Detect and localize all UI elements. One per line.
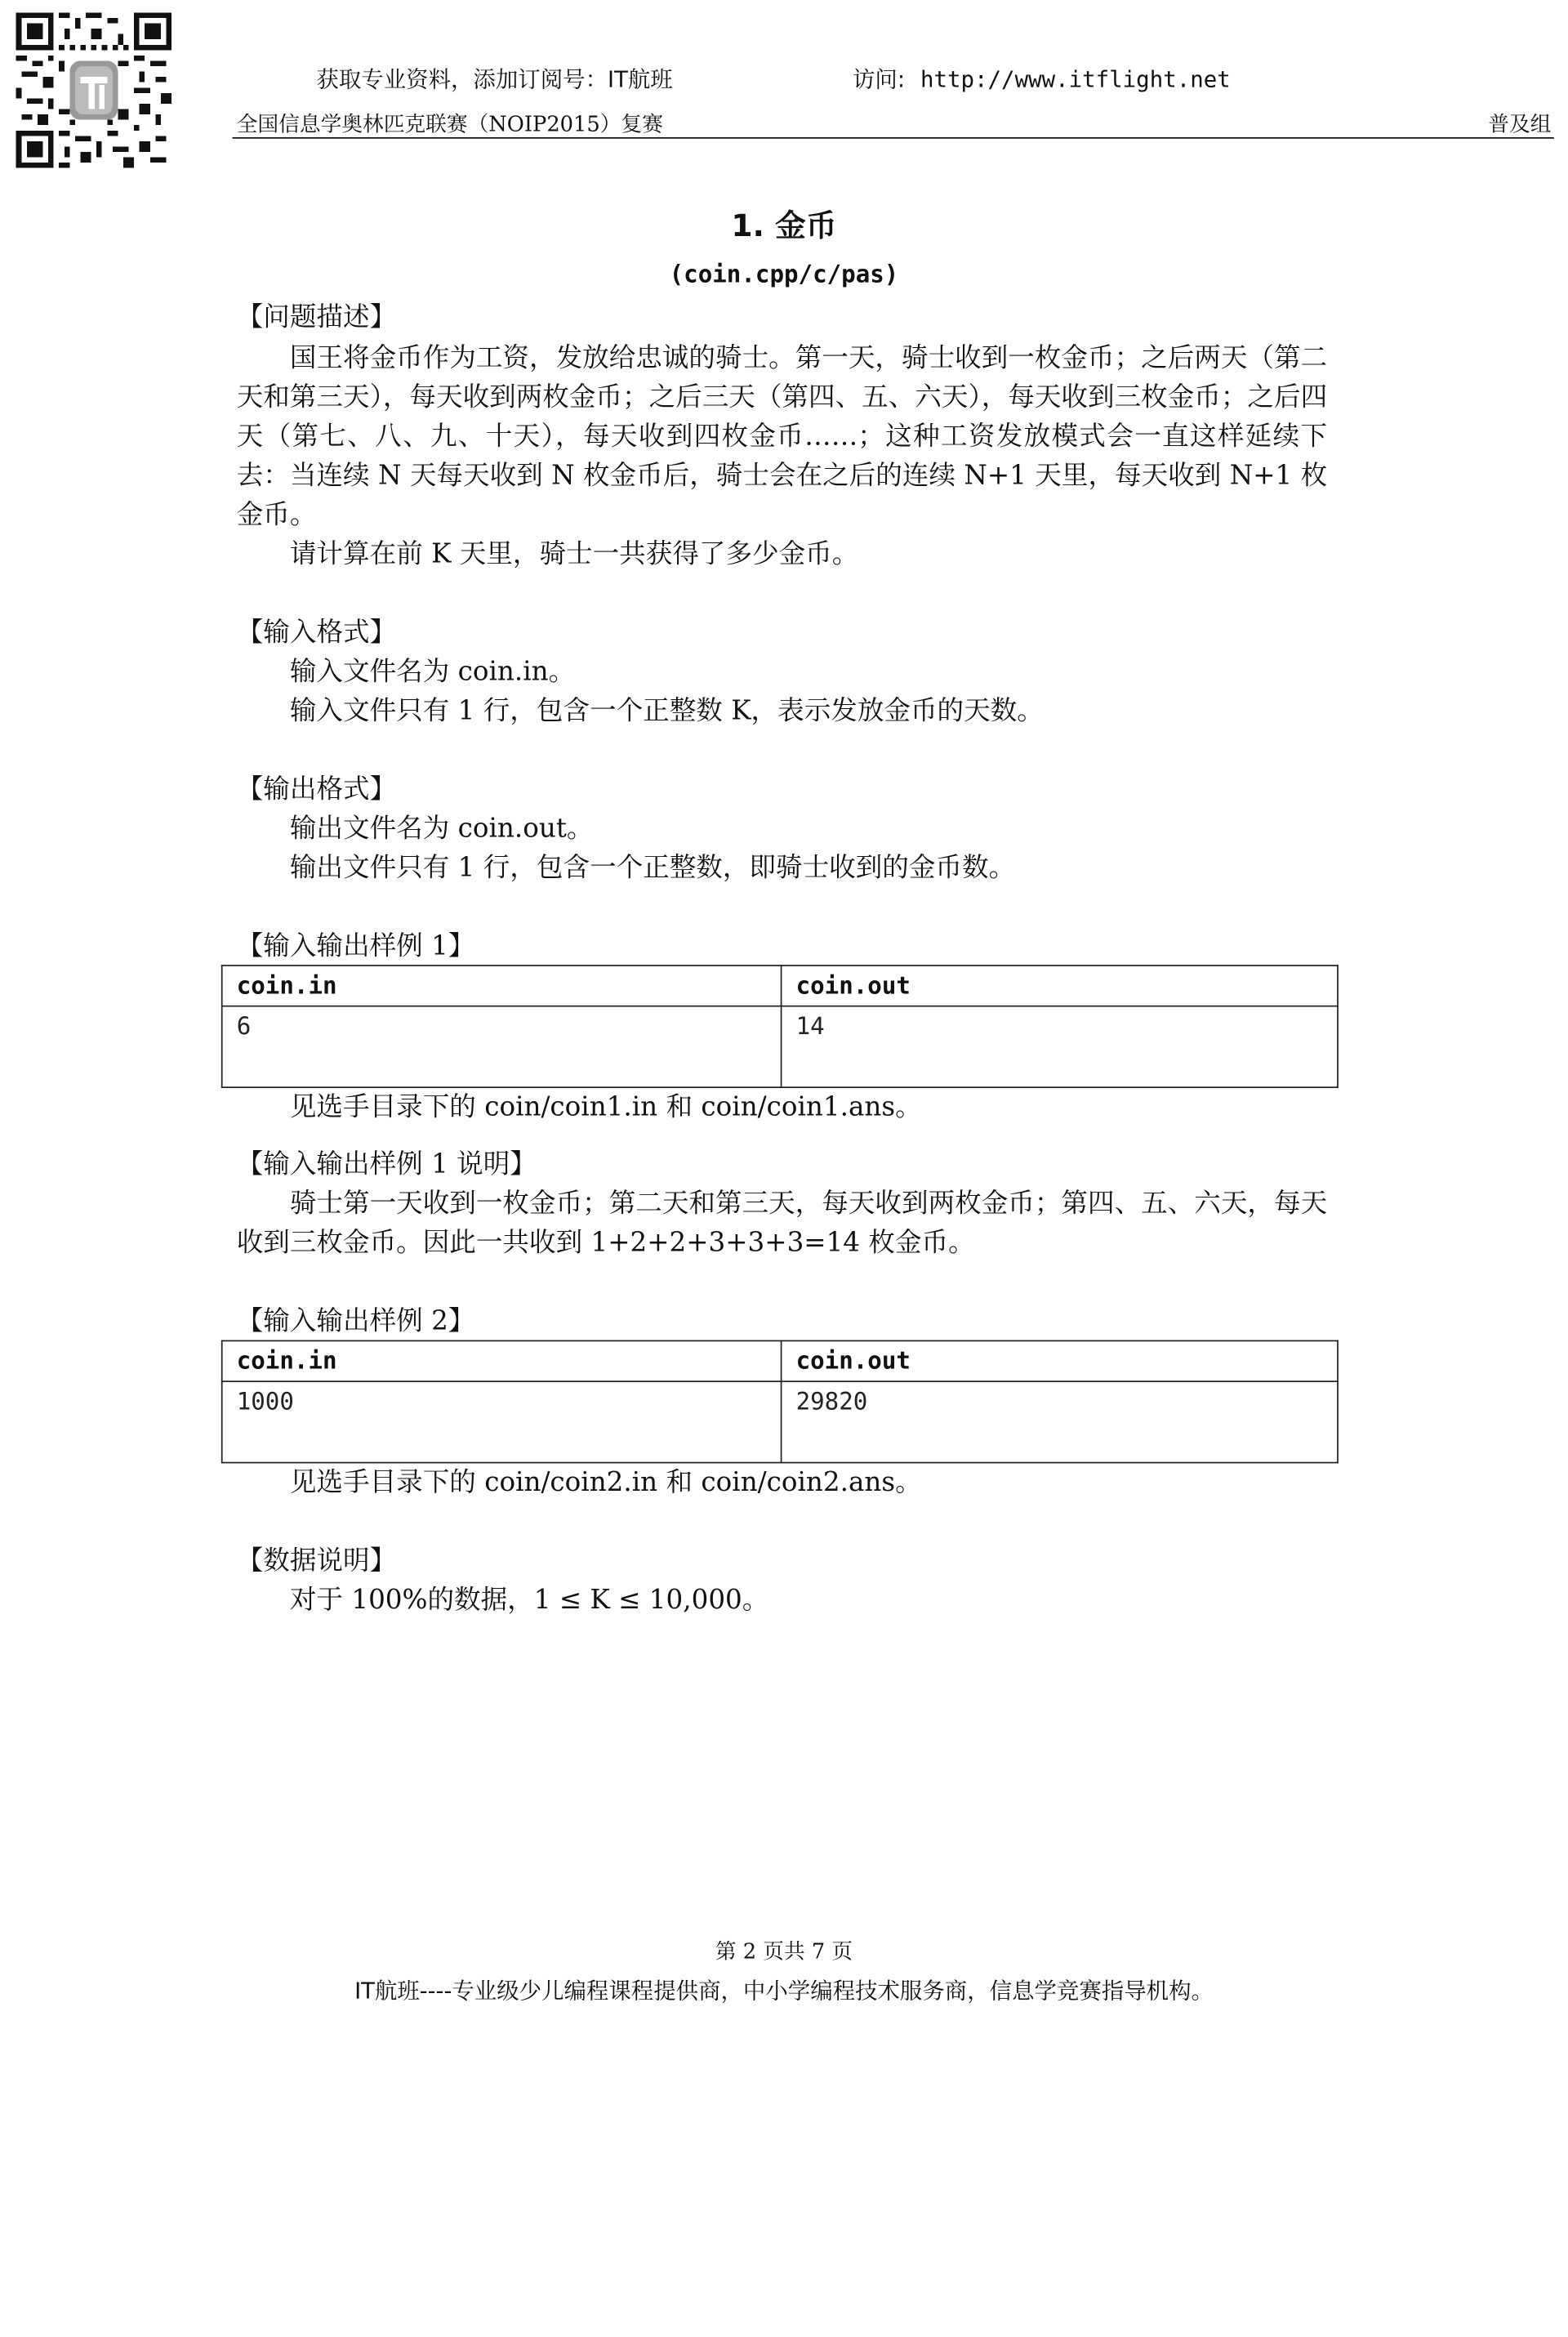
sample1-explain-text: 骑士第一天收到一枚金币；第二天和第三天，每天收到两枚金币；第四、五、六天，每天收到三枚金币。因此一共收到 1+2+2+3+3+3=14 枚金币。 bbox=[236, 1187, 1328, 1258]
sample2-col-out: coin.out bbox=[782, 1340, 1338, 1381]
sample1-explain-heading: 【输入输出样例 1 说明】 bbox=[236, 1148, 537, 1180]
problem-title: 1. 金币 bbox=[731, 207, 837, 244]
table-row bbox=[222, 1006, 1338, 1087]
input-format-line: 输入文件名为 coin.in。 bbox=[289, 655, 576, 686]
sample1-table bbox=[221, 965, 1339, 1088]
data-range-text: 对于 100%的数据，1 ≤ K ≤ 10,000。 bbox=[289, 1583, 769, 1615]
contest-name: 全国信息学奥林匹克联赛（NOIP2015）复赛 bbox=[236, 112, 663, 137]
sample1-in-value: 6 bbox=[222, 1006, 782, 1087]
description-paragraph: 国王将金币作为工资，发放给忠诚的骑士。第一天，骑士收到一枚金币；之后两天（第二天和第三天），每天收到两枚金币；之后三天（第四、五、六天），每天收到三枚金币；之后四天（第七、八、九、十天），每天收到四枚金币……；这种工资发放模式会一直这样延续下去：当连续 N 天每天收到 N 枚金币后，骑士会在之后的连续 N+1 天里，每天收到 N+1 枚金币。 bbox=[236, 341, 1328, 529]
input-format-line: 输入文件只有 1 行，包含一个正整数 K，表示发放金币的天数。 bbox=[289, 694, 1044, 725]
sample2-col-in: coin.in bbox=[222, 1340, 782, 1381]
sample1-heading: 【输入输出样例 1】 bbox=[236, 930, 475, 961]
sample2-table bbox=[221, 1340, 1339, 1464]
contest-group: 普及组 bbox=[1488, 112, 1552, 137]
table-header-row bbox=[222, 966, 1338, 1006]
promo-url-link[interactable]: http://www.itflight.net bbox=[920, 65, 1231, 93]
description-heading: 【问题描述】 bbox=[236, 301, 397, 332]
promo-visit bbox=[853, 61, 1231, 93]
sample2-note: 见选手目录下的 coin/coin2.in 和 coin/coin2.ans。 bbox=[289, 1465, 922, 1497]
sample1-col-out: coin.out bbox=[782, 966, 1338, 1006]
description-question: 请计算在前 K 天里，骑士一共获得了多少金币。 bbox=[289, 537, 859, 569]
page-number: 第 2 页共 7 页 bbox=[715, 1939, 853, 1965]
promo-subscribe: 获取专业资料，添加订阅号：IT航班 bbox=[316, 65, 673, 93]
output-format-line: 输出文件只有 1 行，包含一个正整数，即骑士收到的金币数。 bbox=[289, 851, 1016, 882]
sample1-col-in: coin.in bbox=[222, 966, 782, 1006]
problem-files: (coin.cpp/c/pas) bbox=[669, 260, 899, 289]
header-divider bbox=[233, 137, 1554, 139]
sample2-heading: 【输入输出样例 2】 bbox=[236, 1305, 475, 1336]
output-format-heading: 【输出格式】 bbox=[236, 773, 397, 804]
data-range-heading: 【数据说明】 bbox=[236, 1544, 397, 1576]
footer-slogan: IT航班----专业级少儿编程课程提供商，中小学编程技术服务商，信息学竞赛指导机构。 bbox=[354, 1977, 1214, 2005]
input-format-heading: 【输入格式】 bbox=[236, 616, 397, 647]
table-row bbox=[222, 1381, 1338, 1462]
promo-visit-label: 访问: bbox=[853, 65, 906, 93]
sample1-out-value: 14 bbox=[782, 1006, 1338, 1087]
sample2-out-value: 29820 bbox=[782, 1381, 1338, 1462]
sample1-note: 见选手目录下的 coin/coin1.in 和 coin/coin1.ans。 bbox=[289, 1090, 922, 1122]
output-format-line: 输出文件名为 coin.out。 bbox=[289, 812, 594, 843]
qr-code-icon bbox=[12, 12, 175, 167]
sample2-in-value: 1000 bbox=[222, 1381, 782, 1462]
table-header-row bbox=[222, 1340, 1338, 1381]
